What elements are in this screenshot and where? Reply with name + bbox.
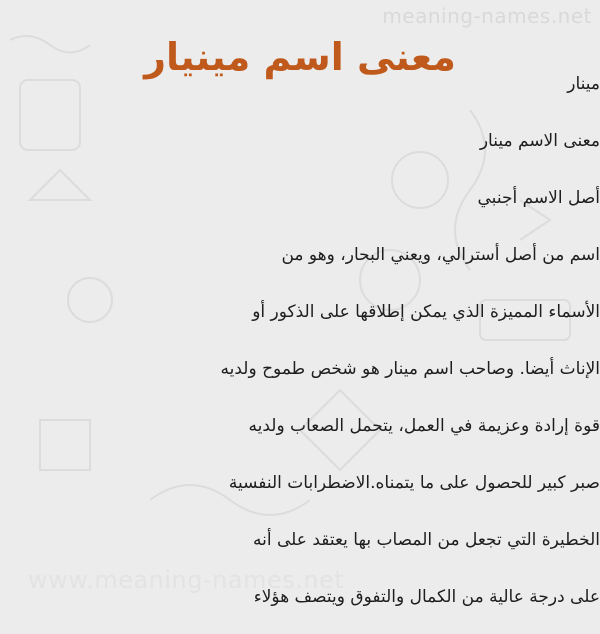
- article-line: الأسماء المميزة الذي يمكن إطلاقها على الذكور أو: [252, 302, 600, 322]
- article-line: الإناث أيضا. وصاحب اسم مينار هو شخص طموح ولديه: [220, 359, 600, 379]
- page-title: معنى اسم مينيار: [144, 35, 456, 80]
- article-line: على درجة عالية من الكمال والتفوق ويتصف هؤلاء: [253, 587, 600, 607]
- watermark-bottom: www.meaning-names.net: [28, 566, 345, 594]
- article-line: الخطيرة التي تجعل من المصاب بها يعتقد على أنه: [253, 530, 600, 550]
- watermark-top: meaning-names.net: [382, 4, 592, 28]
- article-line: قوة إرادة وعزيمة في العمل، يتحمل الصعاب ولديه: [248, 416, 600, 436]
- article-line: اسم من أصل أسترالي، ويعني البحار، وهو من: [281, 245, 600, 265]
- article-body: [40, 64, 600, 634]
- article-line: صبر كبير للحصول على ما يتمناه.الاضطرابات النفسية: [228, 473, 600, 493]
- article-line: مينار: [567, 74, 600, 94]
- article-line: معنى الاسم مينار: [479, 131, 600, 151]
- article-line: أصل الاسم أجنبي: [477, 188, 600, 208]
